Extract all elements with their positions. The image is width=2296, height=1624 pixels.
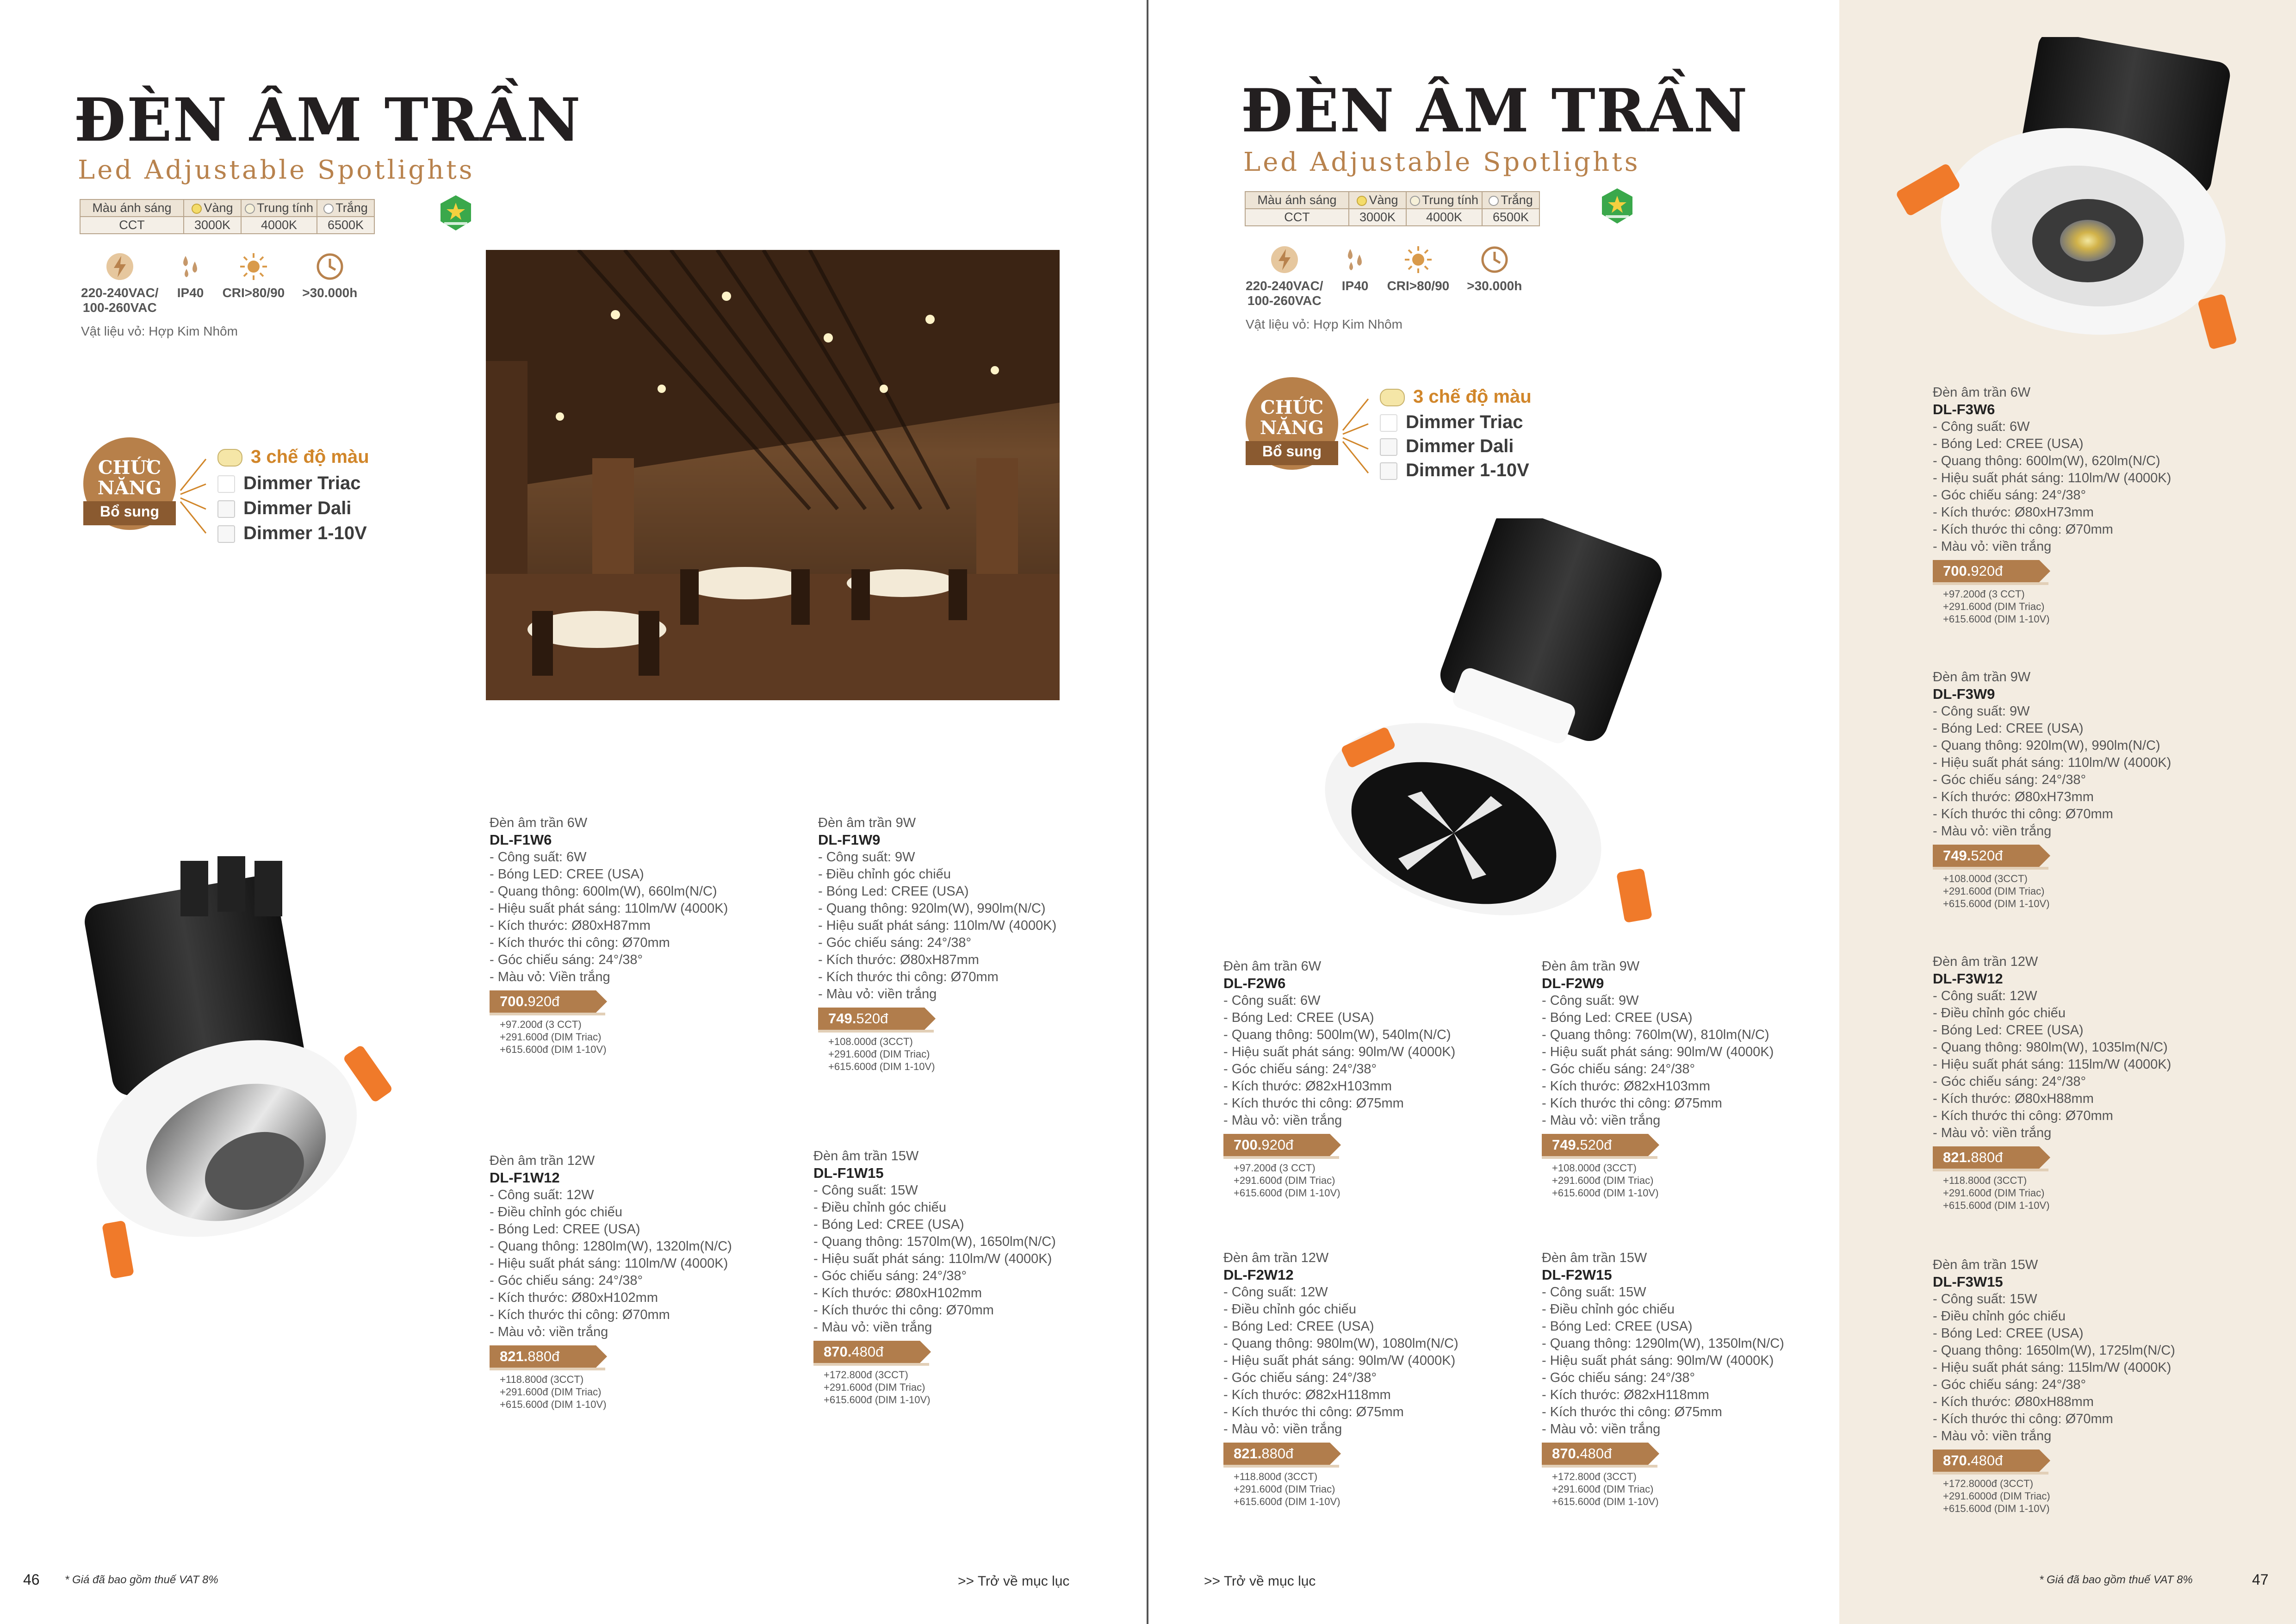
sun-icon [1404,245,1433,274]
price-tag: 700.920đ [1223,1134,1330,1156]
restaurant-photo [486,250,1060,700]
cct-header-label: Màu ánh sáng [80,199,184,217]
right-page [1148,0,2296,1624]
cct-6500: 6500K [317,217,374,234]
water-drops-icon [1341,245,1370,274]
spec-cri: CRI>80/90 [223,252,285,315]
cct-neutral: Trung tính [1406,192,1482,209]
price-tag: 700.920đ [490,990,596,1013]
cct-warm: Vàng [1349,192,1406,209]
neutral-dot-icon [245,204,255,214]
cct-row-label: CCT [80,217,184,234]
function-badge: CHỨC NĂNG Bổ sung [83,437,176,530]
water-drops-icon [176,252,205,281]
function-dali: Dimmer Dali [1380,436,1514,457]
price-tag: 821.880đ [490,1345,596,1368]
product-dl-f3w12: Đèn âm trần 12W DL-F3W12 - Công suất: 12W - Điều chỉnh góc chiếu - Bóng Led: CREE (USA) - Quang thông: 980lm(W), 1035lm(N/C) - Hiệu suất phát sáng: 115lm/W (4000K) - Góc chiếu sáng: 24°/38° - Kích thước: Ø80xH88mm - Kích thước thi công: Ø70mm - Màu vỏ: viền trắng 821.880đ +118.800đ (3CCT) +291.600đ (DIM Triac) +615.600đ (DIM 1-10V) [1933,954,2172,1211]
vat-note: * Giá đã bao gồm thuế VAT 8% [2039,1574,2193,1586]
dimmer-1-10v-icon [217,525,235,543]
page-number: 46 [23,1571,40,1588]
price-tag: 870.480đ [1933,1450,2039,1472]
page-title: ĐÈN ÂM TRẦN [74,86,582,155]
left-page [0,0,1147,1624]
spec-ip: IP40 [1341,245,1370,308]
cct-white: Trắng [317,199,374,217]
product-dl-f3w15: Đèn âm trần 15W DL-F3W15 - Công suất: 15W - Điều chỉnh góc chiếu - Bóng Led: CREE (USA) - Quang thông: 1650lm(W), 1725lm(N/C) - Hiệu suất phát sáng: 115lm/W (4000K) - Góc chiếu sáng: 24°/38° - Kích thước: Ø80xH88mm - Kích thước thi công: Ø70mm - Màu vỏ: viền trắng 870.480đ +172.8000đ (3CCT) +291.6000đ (DIM Triac) +615.600đ (DIM 1-10V) [1933,1257,2175,1514]
spec-voltage: 220-240VAC/ 100-260VAC [81,252,159,315]
function-triac: Dimmer Triac [1380,412,1523,433]
color-mode-icon [1380,389,1405,406]
product-dl-f2w15: Đèn âm trần 15W DL-F2W15 - Công suất: 15W - Điều chỉnh góc chiếu - Bóng Led: CREE (USA) - Quang thông: 1290lm(W), 1350lm(N/C) - Hiệu suất phát sáng: 90lm/W (4000K) - Góc chiếu sáng: 24°/38° - Kích thước: Ø82xH118mm - Kích thước thi công: Ø75mm - Màu vỏ: viền trắng 870.480đ +172.800đ (3CCT) +291.600đ (DIM Triac) +615.600đ (DIM 1-10V) [1542,1251,1784,1507]
price-tag: 821.880đ [1223,1443,1330,1465]
cct-3000: 3000K [184,217,241,234]
dimmer-dali-icon [217,500,235,518]
spec-life: >30.000h [1467,245,1522,308]
clock-icon [316,252,344,281]
dimmer-1-10v-icon [1380,462,1397,480]
product-dl-f3w6: Đèn âm trần 6W DL-F3W6 - Công suất: 6W - Bóng Led: CREE (USA) - Quang thông: 600lm(W), 620lm(N/C) - Hiệu suất phát sáng: 110lm/W (4000K) - Góc chiếu sáng: 24°/38° - Kích thước: Ø80xH73mm - Kích thước thi công: Ø70mm - Màu vỏ: viền trắng 700.920đ +97.200đ (3 CCT) +291.600đ (DIM Triac) +615.600đ (DIM 1-10V) [1933,385,2172,625]
cct-header-label: Màu ánh sáng [1245,192,1349,209]
cct-4000: 4000K [1406,209,1482,226]
product-dl-f2w12: Đèn âm trần 12W DL-F2W12 - Công suất: 12W - Điều chỉnh góc chiếu - Bóng Led: CREE (USA) - Quang thông: 980lm(W), 1080lm(N/C) - Hiệu suất phát sáng: 90lm/W (4000K) - Góc chiếu sáng: 24°/38° - Kích thước: Ø82xH118mm - Kích thước thi công: Ø75mm - Màu vỏ: viền trắng 821.880đ +118.800đ (3CCT) +291.600đ (DIM Triac) +615.600đ (DIM 1-10V) [1223,1251,1458,1507]
vat-note: * Giá đã bao gồm thuế VAT 8% [65,1574,218,1586]
function-1-10v: Dimmer 1-10V [217,523,367,544]
product-dl-f1w15: Đèn âm trần 15W DL-F1W15 - Công suất: 15W - Điều chỉnh góc chiếu - Bóng Led: CREE (USA) - Quang thông: 1570lm(W), 1650lm(N/C) - Hiệu suất phát sáng: 110lm/W (4000K) - Góc chiếu sáng: 24°/38° - Kích thước: Ø80xH102mm - Kích thước thi công: Ø70mm - Màu vỏ: viền trắng 870.480đ +172.800đ (3CCT) +291.600đ (DIM Triac) +615.600đ (DIM 1-10V) [813,1149,1056,1406]
material-text: Vật liệu vỏ: Hợp Kim Nhôm [1246,317,1402,331]
white-dot-icon [1489,196,1499,206]
spec-icons [81,252,357,315]
warm-dot-icon [192,204,202,214]
spec-cri: CRI>80/90 [1387,245,1450,308]
cct-6500: 6500K [1482,209,1539,226]
page-subtitle: Led Adjustable Spotlights [78,155,475,185]
product-dl-f1w9: Đèn âm trần 9W DL-F1W9 - Công suất: 9W - Điều chỉnh góc chiếu - Bóng Led: CREE (USA) - Quang thông: 920lm(W), 990lm(N/C) - Hiệu suất phát sáng: 110lm/W (4000K) - Góc chiếu sáng: 24°/38° - Kích thước: Ø80xH87mm - Kích thước thi công: Ø70mm - Màu vỏ: viền trắng 749.520đ +108.000đ (3CCT) +291.600đ (DIM Triac) +615.600đ (DIM 1-10V) [818,815,1057,1072]
dimmer-triac-icon [217,475,235,493]
back-to-toc-link[interactable]: >> Trở về mục lục [1204,1574,1316,1589]
product-image-f3 [1889,37,2268,361]
certification-badge-icon [1601,187,1633,224]
product-image-f2 [1269,518,1731,926]
price-tag: 870.480đ [813,1341,920,1363]
function-badge: CHỨC NĂNG Bổ sung [1246,377,1338,470]
lightning-icon [105,252,134,281]
warm-dot-icon [1357,196,1367,206]
back-to-toc-link[interactable]: >> Trở về mục lục [958,1574,1070,1589]
spec-voltage: 220-240VAC/ 100-260VAC [1246,245,1323,308]
function-arrows-icon [1340,393,1378,481]
white-dot-icon [323,204,334,214]
product-dl-f1w12: Đèn âm trần 12W DL-F1W12 - Công suất: 12W - Điều chỉnh góc chiếu - Bóng Led: CREE (USA) - Quang thông: 1280lm(W), 1320lm(N/C) - Hiệu suất phát sáng: 110lm/W (4000K) - Góc chiếu sáng: 24°/38° - Kích thước: Ø80xH102mm - Kích thước thi công: Ø70mm - Màu vỏ: viền trắng 821.880đ +118.800đ (3CCT) +291.600đ (DIM Triac) +615.600đ (DIM 1-10V) [490,1153,732,1410]
cct-table [80,199,375,234]
price-tag: 749.520đ [1933,845,2039,867]
function-1-10v: Dimmer 1-10V [1380,460,1529,481]
spec-icons [1246,245,1522,308]
spec-ip: IP40 [176,252,205,315]
spec-life: >30.000h [302,252,357,315]
certification-badge-icon [440,194,472,231]
dimmer-triac-icon [1380,414,1397,432]
product-image-f1 [60,852,467,1296]
page-title: ĐÈN ÂM TRẦN [1241,76,1749,146]
page-number: 47 [2252,1571,2269,1588]
cct-3000: 3000K [1349,209,1406,226]
cct-table [1245,191,1540,226]
cct-neutral: Trung tính [241,199,317,217]
price-tag: 821.880đ [1933,1146,2039,1169]
lightning-icon [1270,245,1299,274]
product-dl-f2w6: Đèn âm trần 6W DL-F2W6 - Công suất: 6W - Bóng Led: CREE (USA) - Quang thông: 500lm(W), 540lm(N/C) - Hiệu suất phát sáng: 90lm/W (4000K) - Góc chiếu sáng: 24°/38° - Kích thước: Ø82xH103mm - Kích thước thi công: Ø75mm - Màu vỏ: viền trắng 700.920đ +97.200đ (3 CCT) +291.600đ (DIM Triac) +615.600đ (DIM 1-10V) [1223,959,1456,1199]
product-dl-f2w9: Đèn âm trần 9W DL-F2W9 - Công suất: 9W - Bóng Led: CREE (USA) - Quang thông: 760lm(W), 810lm(N/C) - Hiệu suất phát sáng: 90lm/W (4000K) - Góc chiếu sáng: 24°/38° - Kích thước: Ø82xH103mm - Kích thước thi công: Ø75mm - Màu vỏ: viền trắng 749.520đ +108.000đ (3CCT) +291.600đ (DIM Triac) +615.600đ (DIM 1-10V) [1542,959,1774,1199]
price-tag: 870.480đ [1542,1443,1648,1465]
sun-icon [239,252,268,281]
function-color-modes: 3 chế độ màu [217,447,369,467]
dimmer-dali-icon [1380,438,1397,456]
function-arrows-icon [178,454,215,541]
material-text: Vật liệu vỏ: Hợp Kim Nhôm [81,324,238,338]
page-subtitle: Led Adjustable Spotlights [1243,147,1640,177]
product-dl-f1w6: Đèn âm trần 6W DL-F1W6 - Công suất: 6W - Bóng LED: CREE (USA) - Quang thông: 600lm(W), 660lm(N/C) - Hiệu suất phát sáng: 110lm/W (4000K) - Kích thước: Ø80xH87mm - Kích thước thi công: Ø70mm - Góc chiếu sáng: 24°/38° - Màu vỏ: Viền trắng 700.920đ +97.200đ (3 CCT) +291.600đ (DIM Triac) +615.600đ (DIM 1-10V) [490,815,728,1055]
color-mode-icon [217,449,242,467]
cct-warm: Vàng [184,199,241,217]
cct-4000: 4000K [241,217,317,234]
clock-icon [1480,245,1509,274]
neutral-dot-icon [1410,196,1420,206]
function-triac: Dimmer Triac [217,473,360,494]
cct-row-label: CCT [1245,209,1349,226]
cct-white: Trắng [1482,192,1539,209]
function-color-modes: 3 chế độ màu [1380,386,1532,407]
product-dl-f3w9: Đèn âm trần 9W DL-F3W9 - Công suất: 9W - Bóng Led: CREE (USA) - Quang thông: 920lm(W), 990lm(N/C) - Hiệu suất phát sáng: 110lm/W (4000K) - Góc chiếu sáng: 24°/38° - Kích thước: Ø80xH73mm - Kích thước thi công: Ø70mm - Màu vỏ: viền trắng 749.520đ +108.000đ (3CCT) +291.600đ (DIM Triac) +615.600đ (DIM 1-10V) [1933,670,2172,909]
price-tag: 700.920đ [1933,560,2039,582]
function-dali: Dimmer Dali [217,498,351,519]
price-tag: 749.520đ [1542,1134,1648,1156]
price-tag: 749.520đ [818,1008,925,1030]
